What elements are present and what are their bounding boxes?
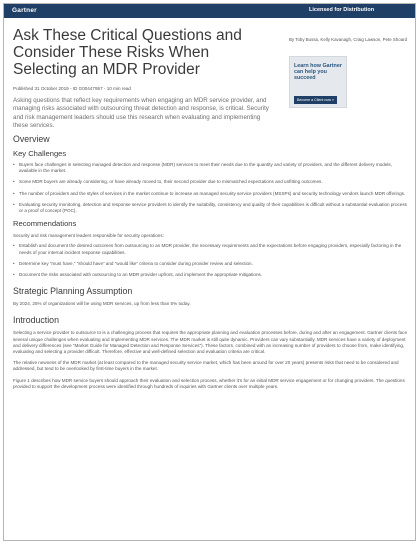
body-content xyxy=(13,126,409,390)
list-item: • Evaluating security monitoring, detection and response service providers to identify the suitability, consistency and quality of their capabilities is difficult without a substantial evaluation process or a proof of concept (POC). xyxy=(13,202,409,214)
document-page xyxy=(3,3,416,541)
overview-heading: Overview xyxy=(13,134,50,144)
list-item: • The number of providers and the styles of services in the market continue to increase as managed security service providers (MSSPs) and security technology vendors launch MDR offerings. xyxy=(13,191,409,197)
summary: Asking questions that reflect key requirements when engaging an MDR service provider, and managing risks associated with outsourcing threat detection and response, is critical. Security and risk management leaders should use this research when evaluating and implementing these services. xyxy=(13,97,269,130)
assumption-heading: Strategic Planning Assumption xyxy=(13,286,133,297)
page-title: Ask These Critical Questions and Consider These Risks When Selecting an MDR Provider xyxy=(13,27,242,78)
list-item: • Establish and document the desired outcomes from outsourcing to an MDR provider, the necessary requirements and the expectations before engaging providers, especially factoring in the needs of your internal incident response capabilities. xyxy=(13,243,409,255)
ad-banner[interactable] xyxy=(289,56,347,108)
intro-paragraph: Figure 1 describes how MDR service buyers should approach their evaluation and selection process, whether it’s for an initial MDR service engagement or for changing providers. The questions provided to support the development process were identified through hundreds of inquiries with Gartner clients over multiple years. xyxy=(13,377,405,389)
gartner-logo[interactable]: Gartner xyxy=(12,7,37,14)
list-item: • Determine key “must have,” “should have” and “would like” criteria to consider during provider review and selection. xyxy=(13,261,409,267)
header-bar xyxy=(4,4,415,18)
recommendations-intro: Security and risk management leaders responsible for security operations: xyxy=(13,233,164,239)
introduction-heading: Introduction xyxy=(13,315,59,326)
key-challenges-heading: Key Challenges xyxy=(13,149,67,158)
title-block xyxy=(13,27,277,131)
list-item: • Buyers face challenges in selecting managed detection and response (MDR) services to meet their needs due to the quantity and variety of providers, and the different delivery models, available in the market. xyxy=(13,162,409,174)
ad-text: Learn how Gartner can help you succeed xyxy=(294,62,342,81)
intro-paragraph: The relative newness of the MDR market (at least compared to the managed security service market, which has been around for over 20 years) presents risks that need to be considered and addressed, but tend to be overlooked by first-time buyers in the market. xyxy=(13,360,399,372)
publication-meta: Published 31 October 2019 - ID G00447957 - 10 min read xyxy=(13,86,131,91)
authors: By Toby Bussa, Kelly Kavanagh, Craig Lawson, Pete Shoard xyxy=(289,37,408,42)
become-client-button[interactable]: Become a Client now » xyxy=(294,96,337,104)
intro-paragraph: Selecting a service provider to outsource to is a challenging process that requires the appropriate planning and evaluation processes before, during and after an engagement. Gartner clients face several unique challenges when evaluating and implementing MDR services. The MDR market is still quite dynamic. Providers can vary substantially. MDR services have a variety of deployment and delivery differences (see “Market Guide for Managed Detection and Response Services”). These factors, combined with an increasing number of providers to choose from, make identifying, evaluating and selecting a provider difficult. Therefore, effective and well-defined selection and evaluation criteria are critical. xyxy=(13,330,408,355)
recommendations-list xyxy=(13,243,409,278)
list-item: • Some MDR buyers are already considering, or have already moved to, their second provider due to mismatched expectations and unfitting outcomes. xyxy=(13,179,409,185)
challenges-list xyxy=(13,162,409,214)
sidebar xyxy=(289,37,413,108)
recommendations-heading: Recommendations xyxy=(13,219,77,229)
list-item: • Document the risks associated with outsourcing to an MDR provider upfront, and implement the appropriate mitigations. xyxy=(13,272,409,278)
assumption-text: By 2024, 25% of organizations will be using MDR services, up from less than 5% today. xyxy=(13,301,191,307)
licensed-label: Licensed for Distribution xyxy=(309,7,375,13)
